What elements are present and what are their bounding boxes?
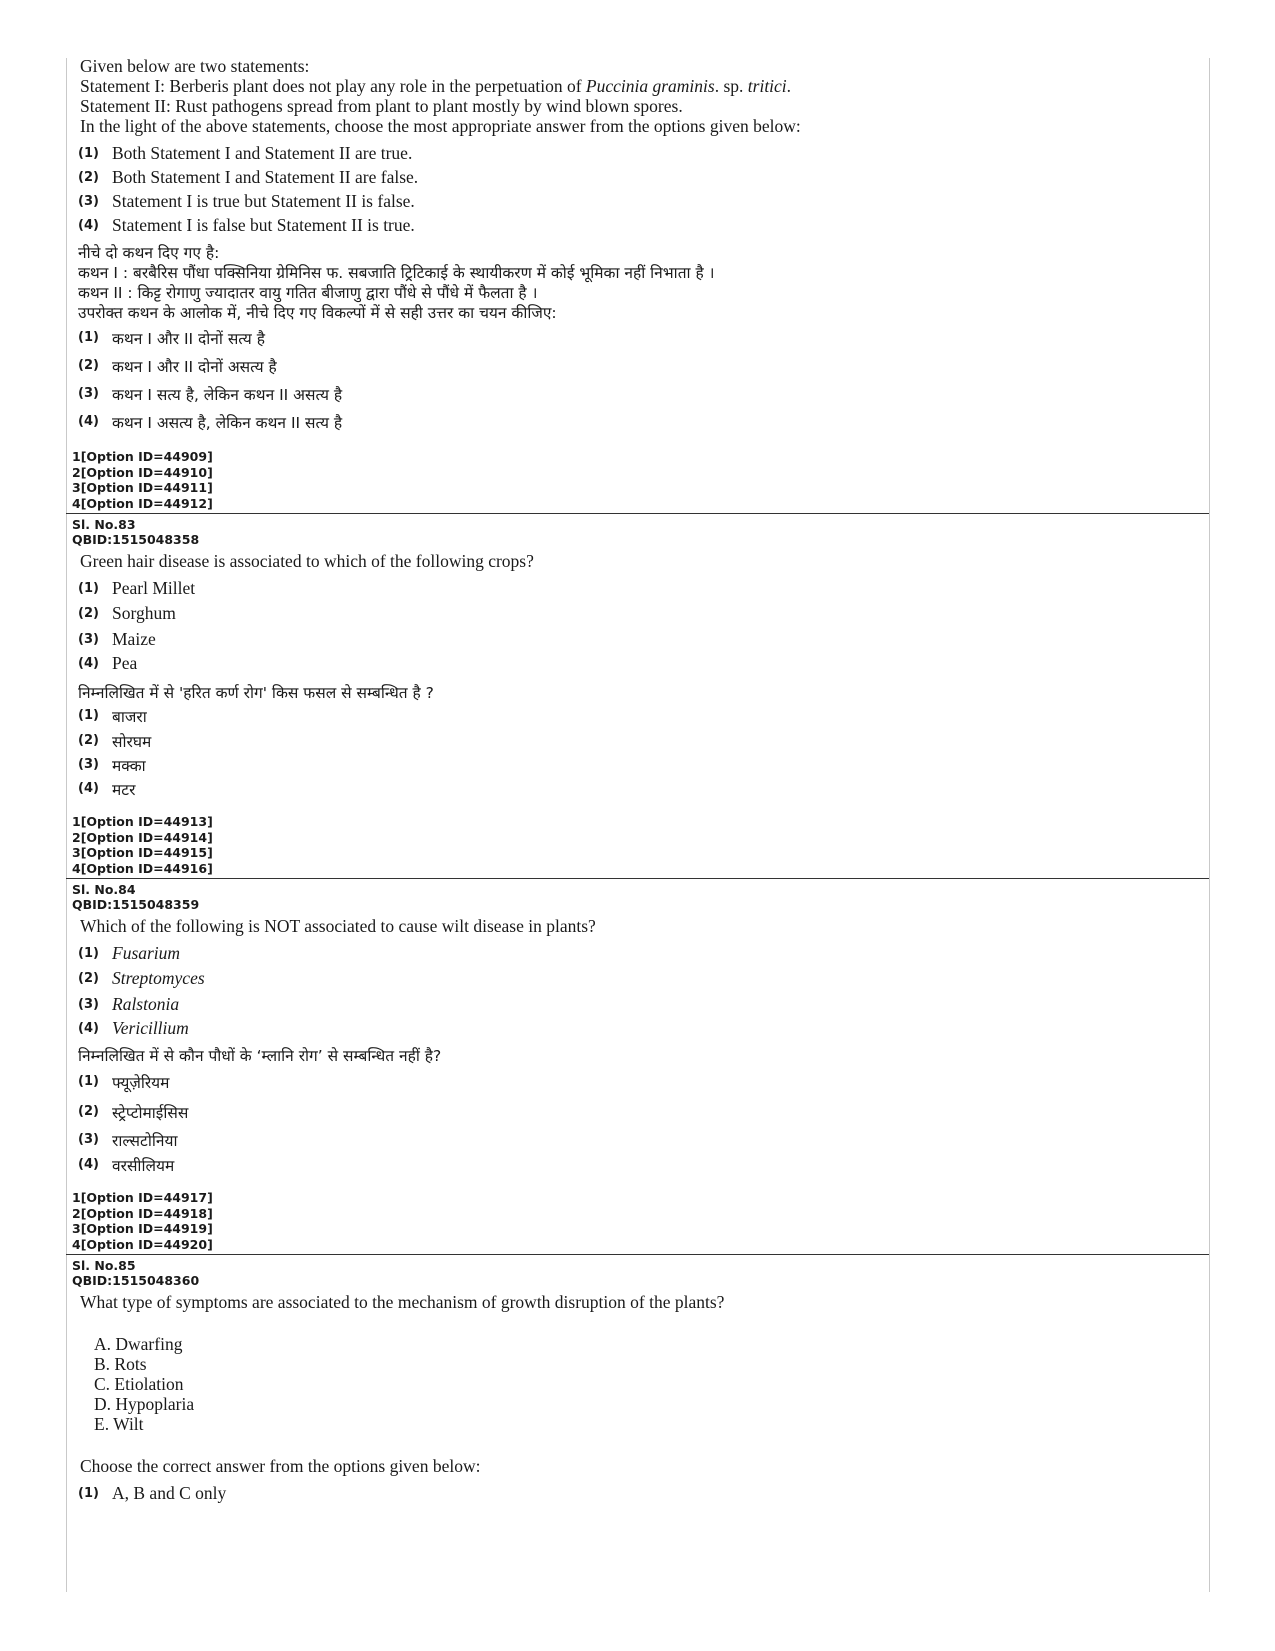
option-number: (1) [78, 581, 99, 596]
option-number: (3) [78, 997, 99, 1012]
option-hi-1: फ्यूज़ेरियम [112, 1074, 170, 1092]
option-number: (3) [78, 1132, 99, 1147]
option-en-3: Statement I is true but Statement II is false. [112, 191, 415, 211]
hindi-statement-1: कथन I : बरबैरिस पौंधा पक्सिनिया ग्रेमिनिस फ. सबजाति ट्रिटिकाई के स्थायीकरण में कोई भूमिका नहीं निभाता है । [78, 264, 715, 282]
option-hi-3: कथन I सत्य है, लेकिन कथन II असत्य है [112, 386, 343, 404]
list-item: A. Dwarfing [94, 1334, 183, 1354]
statement-intro: Given below are two statements: [80, 56, 310, 76]
question-separator [66, 878, 1209, 879]
question-text: What type of symptoms are associated to the mechanism of growth disruption of the plants? [80, 1292, 725, 1312]
option-number: (2) [78, 971, 99, 986]
statement-question: In the light of the above statements, choose the most appropriate answer from the options given below: [80, 116, 801, 136]
list-item: C. Etiolation [94, 1374, 184, 1394]
option-number: (3) [78, 194, 99, 209]
qbid: QBID:1515048359 [72, 897, 200, 912]
option-number: (1) [78, 1486, 99, 1501]
option-number: (4) [78, 656, 99, 671]
option-number: (1) [78, 146, 99, 161]
option-number: (2) [78, 1104, 99, 1119]
option-number: (4) [78, 781, 99, 796]
option-en-4: Pea [112, 653, 138, 673]
option-number: (4) [78, 218, 99, 233]
option-hi-4: कथन I असत्य है, लेकिन कथन II सत्य है [112, 414, 343, 432]
option-number: (2) [78, 733, 99, 748]
option-en-3: Maize [112, 629, 156, 649]
option-en-1: A, B and C only [112, 1483, 227, 1503]
option-number: (1) [78, 946, 99, 961]
qbid: QBID:1515048360 [72, 1273, 200, 1288]
option-en-1: Both Statement I and Statement II are true. [112, 143, 413, 163]
option-number: (2) [78, 358, 99, 373]
option-number: (1) [78, 708, 99, 723]
question-header [72, 1258, 199, 1288]
option-ids: 1[Option ID=44917] 2[Option ID=44918] 3[Option ID=44919] 4[Option ID=44920] [72, 1190, 213, 1252]
option-number: (3) [78, 757, 99, 772]
option-hi-1: बाजरा [112, 708, 147, 726]
option-en-4: Vericillium [112, 1018, 189, 1038]
hindi-statement-2: कथन II : किट्ट रोगाणु ज्यादातर वायु गतित बीजाणु द्वारा पौंधे से पौंधे में फैलता है । [78, 284, 538, 302]
list-item: D. Hypoplaria [94, 1394, 195, 1414]
question-text: Green hair disease is associated to which of the following crops? [80, 551, 534, 571]
serial-number: Sl. No.84 [72, 882, 136, 897]
option-number: (4) [78, 1021, 99, 1036]
question-separator [66, 513, 1209, 514]
option-hi-2: स्ट्रेप्टोमाईसिस [112, 1104, 189, 1122]
option-hi-1: कथन I और II दोनों सत्य है [112, 330, 265, 348]
option-hi-4: वरसीलियम [112, 1157, 175, 1175]
statement-2: Statement II: Rust pathogens spread from plant to plant mostly by wind blown spores. [80, 96, 683, 116]
statement-1: Statement I: Berberis plant does not play any role in the perpetuation of Puccinia graminis. sp. tritici. [80, 76, 792, 96]
option-en-1: Fusarium [112, 943, 181, 963]
option-hi-2: कथन I और II दोनों असत्य है [112, 358, 277, 376]
hindi-question: उपरोक्त कथन के आलोक में, नीचे दिए गए विकल्पों में से सही उत्तर का चयन कीजिए: [78, 304, 557, 322]
question-text: Which of the following is NOT associated to cause wilt disease in plants? [80, 916, 596, 936]
option-en-2: Streptomyces [112, 968, 205, 988]
hindi-intro: नीचे दो कथन दिए गए है: [78, 244, 220, 262]
option-en-1: Pearl Millet [112, 578, 196, 598]
option-number: (3) [78, 386, 99, 401]
question-separator [66, 1254, 1209, 1255]
option-ids: 1[Option ID=44913] 2[Option ID=44914] 3[Option ID=44915] 4[Option ID=44916] [72, 814, 213, 876]
option-en-3: Ralstonia [112, 994, 180, 1014]
question-text-hindi: निम्नलिखित में से कौन पौधों के ‘म्लानि रोग’ से सम्बन्धित नहीं है? [78, 1047, 442, 1065]
option-hi-3: राल्सटोनिया [112, 1132, 178, 1150]
option-en-2: Sorghum [112, 603, 176, 623]
option-number: (3) [78, 632, 99, 647]
list-item: E. Wilt [94, 1414, 144, 1434]
option-number: (1) [78, 330, 99, 345]
option-en-2: Both Statement I and Statement II are false. [112, 167, 419, 187]
option-number: (1) [78, 1074, 99, 1089]
serial-number: Sl. No.83 [72, 517, 136, 532]
option-number: (4) [78, 1157, 99, 1172]
list-item: B. Rots [94, 1354, 147, 1374]
option-hi-2: सोरघम [112, 733, 152, 751]
option-number: (2) [78, 170, 99, 185]
option-ids: 1[Option ID=44909] 2[Option ID=44910] 3[Option ID=44911] 4[Option ID=44912] [72, 449, 213, 511]
question-header [72, 517, 199, 547]
question-header [72, 882, 199, 912]
serial-number: Sl. No.85 [72, 1258, 136, 1273]
choose-instruction: Choose the correct answer from the options given below: [80, 1456, 481, 1476]
option-hi-4: मटर [112, 781, 136, 799]
option-en-4: Statement I is false but Statement II is true. [112, 215, 415, 235]
question-text-hindi: निम्नलिखित में से 'हरित कर्ण रोग' किस फसल से सम्बन्धित है ? [78, 684, 434, 702]
option-hi-3: मक्का [112, 757, 146, 775]
qbid: QBID:1515048358 [72, 532, 200, 547]
option-number: (2) [78, 606, 99, 621]
option-number: (4) [78, 414, 99, 429]
